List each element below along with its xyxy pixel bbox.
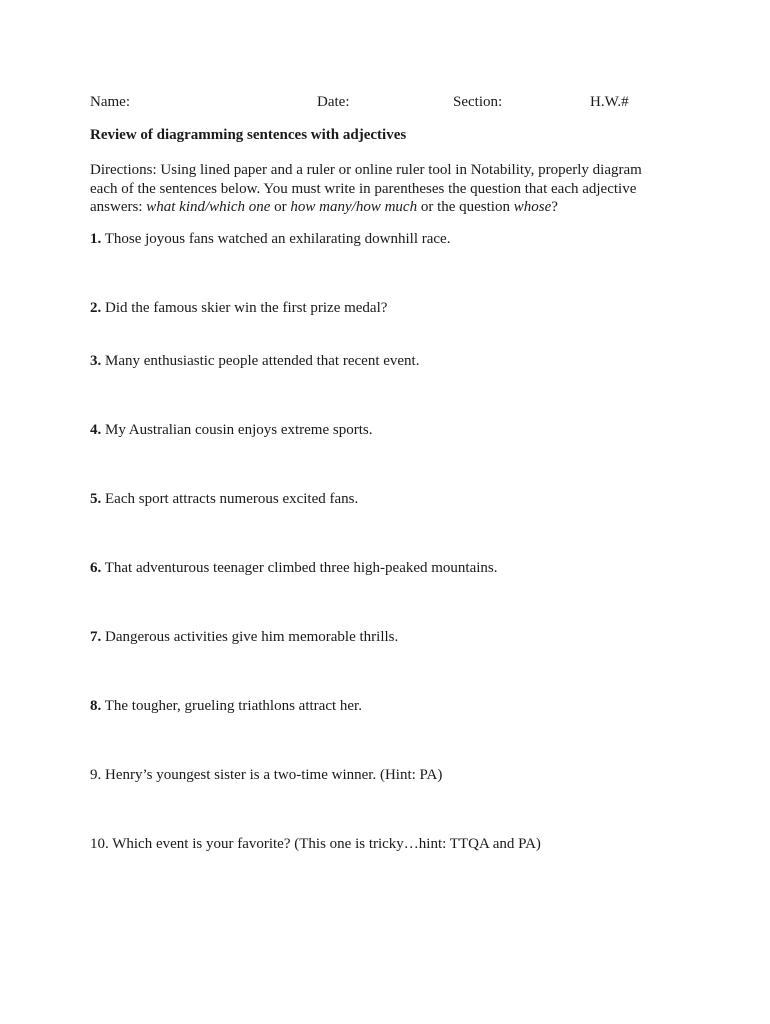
- directions-question-mark: ?: [551, 199, 558, 215]
- question-number: 2.: [90, 300, 102, 316]
- hw-label: H.W.#: [590, 94, 629, 110]
- question-9: [90, 766, 442, 784]
- question-8: [90, 697, 362, 715]
- question-6: [90, 559, 498, 577]
- worksheet-title: Review of diagramming sentences with adjectives: [90, 127, 407, 143]
- question-5: [90, 490, 358, 508]
- question-number: 8.: [90, 698, 102, 714]
- question-number: 9.: [90, 767, 102, 783]
- question-4: [90, 421, 372, 439]
- directions-answers-prefix: answers:: [90, 199, 147, 215]
- question-number: 4.: [90, 422, 102, 438]
- directions-line-2: each of the sentences below. You must write in parentheses the question that each adjective: [90, 180, 637, 197]
- directions-whose: whose: [513, 199, 552, 215]
- question-text: That adventurous teenager climbed three high-peaked mountains.: [101, 560, 498, 576]
- question-number: 5.: [90, 491, 102, 507]
- question-2: [90, 299, 387, 317]
- question-3: [90, 352, 419, 370]
- question-text: Many enthusiastic people attended that recent event.: [101, 353, 420, 369]
- question-text: The tougher, grueling triathlons attract her.: [101, 698, 362, 714]
- question-number: 7.: [90, 629, 102, 645]
- question-number: 1.: [90, 231, 102, 247]
- name-label: Name:: [90, 94, 130, 110]
- question-number: 6.: [90, 560, 102, 576]
- directions-or-1: or: [270, 199, 291, 215]
- question-text: Dangerous activities give him memorable thrills.: [101, 629, 399, 645]
- question-text: Those joyous fans watched an exhilarating downhill race.: [101, 231, 451, 247]
- directions-or-question: or the question: [417, 199, 514, 215]
- directions-line-3: [90, 198, 670, 217]
- directions-paragraph: [90, 161, 670, 217]
- question-7: [90, 628, 398, 646]
- question-text: Did the famous skier win the first prize medal?: [101, 300, 388, 316]
- date-label: Date:: [317, 94, 350, 110]
- question-number: 10.: [90, 836, 109, 852]
- question-1: [90, 230, 450, 248]
- directions-what-kind: what kind/which one: [146, 199, 271, 215]
- question-text: Henry’s youngest sister is a two-time winner. (Hint: PA): [101, 767, 443, 783]
- question-10: [90, 835, 541, 853]
- question-number: 3.: [90, 353, 102, 369]
- directions-line-1: Directions: Using lined paper and a ruler or online ruler tool in Notability, properly diagram: [90, 162, 642, 178]
- section-label: Section:: [453, 94, 503, 110]
- question-text: Each sport attracts numerous excited fans.: [101, 491, 359, 507]
- question-text: My Australian cousin enjoys extreme sports.: [101, 422, 373, 438]
- question-text: Which event is your favorite? (This one is tricky…hint: TTQA and PA): [108, 836, 541, 852]
- directions-how-many: how many/how much: [290, 199, 418, 215]
